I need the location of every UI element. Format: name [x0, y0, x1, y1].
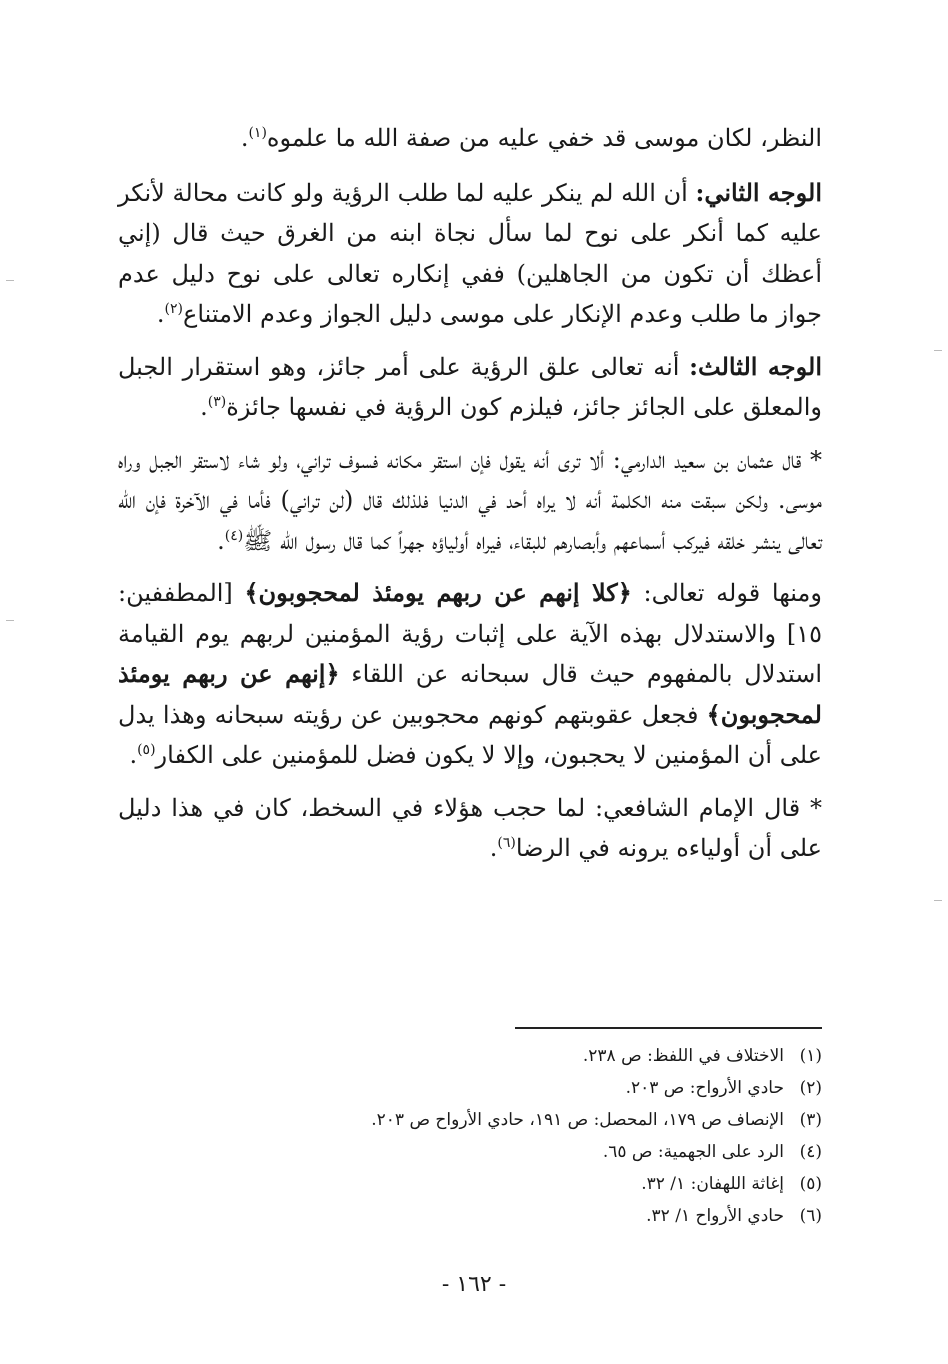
- quran-verse-1: ﴿كلا إنهم عن ربهم يومئذ لمحجوبون﴾: [244, 578, 632, 607]
- footnote-text: إغاثة اللهفان: ١/ ٣٢.: [641, 1174, 784, 1194]
- footnote-item: [118, 1072, 822, 1104]
- footnote-ref-2: (٢): [164, 301, 183, 317]
- section-label-third-aspect: الوجه الثالث:: [689, 351, 822, 381]
- footnote-item: [118, 1136, 822, 1168]
- footnote-number: (٥): [799, 1174, 822, 1194]
- footnote-text: حادي الأرواح: ص ٢٠٣.: [625, 1078, 784, 1098]
- footnotes: [118, 1040, 822, 1232]
- footnote-ref-6: (٦): [497, 835, 516, 851]
- paragraph-6: * قال الإمام الشافعي: لما حجب هؤلاء في السخط، كان في هذا دليل على أن أولياءه يرونه في الرضا$^{(٦)}$.: [118, 793, 822, 862]
- scan-edge-mark-right: [934, 900, 942, 901]
- quran-verse-2: ﴿إنهم عن ربهم يومئذ لمحجوبون﴾: [118, 659, 822, 729]
- footnote-number: (٦): [799, 1206, 822, 1226]
- footnote-number: (١): [799, 1046, 822, 1066]
- paragraph-5: ومنها قوله تعالى: ﴿كلا إنهم عن ربهم يومئذ لمحجوبون﴾ [المطففين: ١٥] والاستدلال بهذه الآية على إثبات رؤية المؤمنين لربهم يوم القيامة استدلال بالمفهوم حيث قال سبحانه عن اللقاء ﴿إنهم عن ربهم يومئذ لمحجوبون﴾ فجعل عقوبتهم كونهم محجوبين عن رؤيته سبحانه وهذا يدل على أن المؤمنين لا يحجبون، وإلا لا يكون فضل للمؤمنين على الكفار$^{(٥)}$.: [118, 578, 822, 769]
- scan-edge-mark-right: [934, 350, 942, 351]
- footnote-text: حادي الأرواح ١/ ٣٢.: [646, 1206, 784, 1226]
- footnote-ref-4: (٤): [224, 527, 244, 544]
- footnote-text: الرد على الجهمية: ص ٦٥.: [602, 1142, 784, 1162]
- paragraph-2: الوجه الثاني: أن الله لم ينكر عليه لما طلب الرؤية ولو كانت محالة لأنكر عليه كما أنكر على نوح لما سأل نجاة ابنه من الغرق حيث قال (إني أعظك أن تكون من الجاهلين) ففي إنكاره تعالى على نوح دليل عدم جواز ما طلب وعدم الإنكار على موسى دليل الجواز وعدم الامتناع$^{(٢)}$.: [118, 177, 823, 328]
- footnote-separator: [515, 1027, 822, 1029]
- footnote-text: الاختلاف في اللفظ: ص ٢٣٨.: [582, 1046, 784, 1066]
- footnote-item: [118, 1104, 822, 1136]
- footnote-item: [118, 1168, 822, 1200]
- footnote-ref-3: (٣): [207, 394, 227, 410]
- scan-edge-mark-left: [6, 620, 14, 621]
- footnote-text: الإنصاف ص ١٧٩، المحصل: ص ١٩١، حادي الأرواح ص ٢٠٣.: [371, 1110, 784, 1130]
- section-label-second-aspect: الوجه الثاني:: [695, 177, 823, 207]
- page-number: - ١٦٢ -: [441, 1272, 507, 1297]
- paragraph-3: الوجه الثالث: أنه تعالى علق الرؤية على أمر جائز، وهو استقرار الجبل والمعلق على الجائز جائز، فيلزم كون الرؤية في نفسها جائزة$^{(٣)}$.: [118, 351, 822, 421]
- footnote-item: [118, 1040, 822, 1072]
- paragraph-4: * قال عثمان بن سعيد الدارمي: ألا ترى أنه يقول فإن استقر مكانه فسوف تراني، ولو شاء لاستقر الجبل وراه موسى. ولكن سبقت منه الكلمة أنه لا يراه أحد في الدنيا فلذلك قال (لن تراني) فأما في الآخرة فإن الله تعالى ينشر خلقه فيركب أسماعهم وأبصارهم للبقاء، فيراه أولياؤه جهراً كما قال رسول الله ﷺ$^{(٤)}$.: [118, 445, 822, 555]
- footnote-ref-5: (٥): [137, 742, 156, 758]
- footnote-number: (٤): [799, 1142, 822, 1162]
- paragraph-1: النظر، لكان موسى قد خفي عليه من صفة الله ما علموه$^{(١)}$.: [240, 124, 822, 152]
- footnote-ref-1: (١): [248, 125, 267, 141]
- footnote-number: (٣): [799, 1110, 822, 1130]
- main-text: [118, 118, 822, 881]
- scan-edge-mark-left: [6, 280, 14, 281]
- footnote-number: (٢): [799, 1078, 822, 1098]
- footnote-item: [118, 1200, 822, 1232]
